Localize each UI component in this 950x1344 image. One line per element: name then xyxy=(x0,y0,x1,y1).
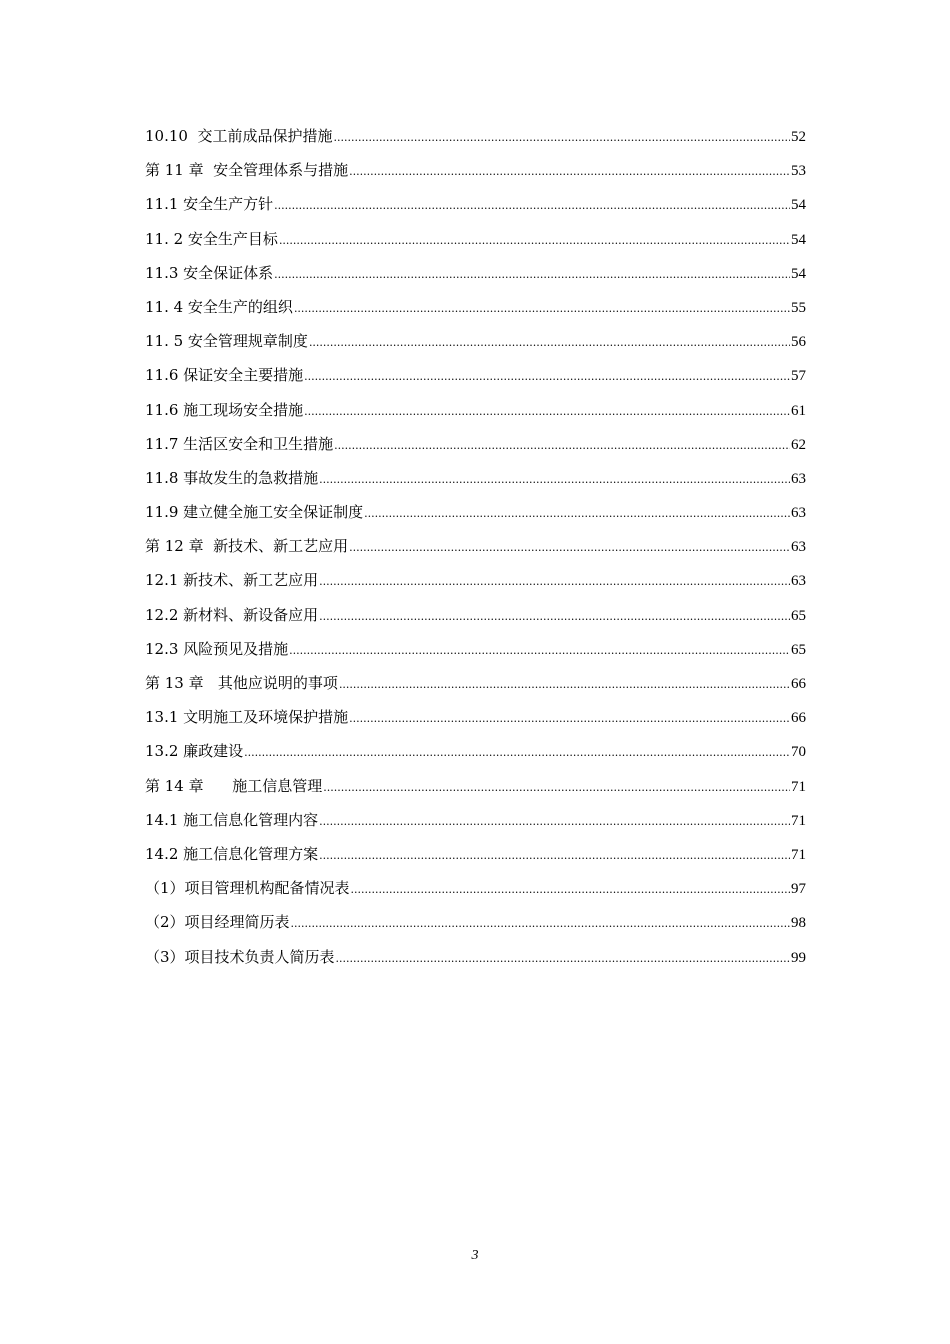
toc-leader-dots xyxy=(319,570,790,594)
toc-entry[interactable] xyxy=(145,534,806,568)
toc-entry-page: 61 xyxy=(791,402,806,419)
toc-entry-title: 12.2 新材料、新设备应用 xyxy=(145,605,319,624)
toc-entry-page: 53 xyxy=(791,163,806,180)
toc-entry-page: 66 xyxy=(791,710,806,727)
toc-entry-title: 13.2 廉政建设 xyxy=(145,742,244,761)
toc-entry-title: 第 14 章 施工信息管理 xyxy=(145,776,323,795)
table-of-contents xyxy=(145,124,806,979)
page-number: 3 xyxy=(471,1248,479,1263)
toc-entry[interactable] xyxy=(145,705,806,739)
toc-entry[interactable] xyxy=(145,363,806,397)
toc-entry-title: 10.10 交工前成品保护措施 xyxy=(145,127,333,145)
toc-entry[interactable] xyxy=(145,910,806,944)
toc-entry[interactable] xyxy=(145,603,806,637)
toc-entry-page: 71 xyxy=(791,812,806,829)
toc-entry-page: 54 xyxy=(791,197,806,214)
toc-entry-title: 11.6 施工现场安全措施 xyxy=(145,400,304,419)
toc-entry-page: 55 xyxy=(791,299,806,316)
toc-entry[interactable] xyxy=(145,945,806,979)
toc-entry-page: 63 xyxy=(791,470,806,487)
toc-leader-dots xyxy=(333,126,790,150)
toc-leader-dots xyxy=(323,776,790,800)
toc-entry-page: 54 xyxy=(791,265,806,282)
toc-entry-page: 56 xyxy=(791,334,806,351)
toc-entry-title: （1）项目管理机构配备情况表 xyxy=(145,879,350,898)
toc-leader-dots xyxy=(319,844,790,868)
toc-entry-title: 第 13 章 其他应说明的事项 xyxy=(145,674,338,692)
toc-leader-dots xyxy=(349,707,790,731)
toc-entry[interactable] xyxy=(145,808,806,842)
toc-entry[interactable] xyxy=(145,568,806,602)
toc-entry-page: 65 xyxy=(791,607,806,624)
toc-leader-dots xyxy=(304,365,790,389)
toc-entry[interactable] xyxy=(145,432,806,466)
toc-leader-dots xyxy=(349,160,790,184)
toc-leader-dots xyxy=(304,400,790,424)
toc-entry[interactable] xyxy=(145,192,806,226)
toc-entry-page: 98 xyxy=(791,915,806,932)
toc-entry[interactable] xyxy=(145,227,806,261)
toc-entry-title: 第 11 章 安全管理体系与措施 xyxy=(145,161,349,180)
toc-entry[interactable] xyxy=(145,124,806,158)
toc-leader-dots xyxy=(289,639,790,663)
toc-entry-page: 63 xyxy=(791,573,806,590)
toc-entry-title: 11. 2 安全生产目标 xyxy=(145,229,278,248)
toc-leader-dots xyxy=(274,263,790,287)
toc-entry[interactable] xyxy=(145,876,806,910)
toc-entry-title: 11.9 建立健全施工安全保证制度 xyxy=(145,503,364,522)
toc-entry[interactable] xyxy=(145,842,806,876)
toc-entry[interactable] xyxy=(145,158,806,192)
toc-entry-title: 14.2 施工信息化管理方案 xyxy=(145,844,319,863)
toc-leader-dots xyxy=(294,297,790,321)
toc-leader-dots xyxy=(349,536,790,560)
toc-leader-dots xyxy=(334,434,790,458)
toc-entry-page: 71 xyxy=(791,846,806,863)
toc-leader-dots xyxy=(244,741,790,765)
toc-entry-title: 12.3 风险预见及措施 xyxy=(145,639,289,658)
toc-entry-title: （3）项目技术负责人简历表 xyxy=(145,947,335,966)
toc-leader-dots xyxy=(274,194,790,218)
toc-entry-page: 63 xyxy=(791,539,806,556)
toc-entry-title: 11.3 安全保证体系 xyxy=(145,263,274,282)
toc-entry[interactable] xyxy=(145,774,806,808)
toc-entry[interactable] xyxy=(145,739,806,773)
toc-leader-dots xyxy=(319,605,790,629)
toc-entry-page: 71 xyxy=(791,778,806,795)
toc-entry-title: 11. 4 安全生产的组织 xyxy=(145,297,293,316)
toc-entry[interactable] xyxy=(145,329,806,363)
toc-entry-page: 62 xyxy=(791,436,806,453)
toc-entry-page: 57 xyxy=(791,368,806,385)
toc-entry[interactable] xyxy=(145,671,806,705)
toc-leader-dots xyxy=(319,468,790,492)
toc-entry-page: 97 xyxy=(791,881,806,898)
toc-entry-title: 11.1 安全生产方针 xyxy=(145,195,274,214)
toc-entry-title: 13.1 文明施工及环境保护措施 xyxy=(145,708,349,727)
toc-entry-title: 11.6 保证安全主要措施 xyxy=(145,366,304,385)
toc-leader-dots xyxy=(351,878,790,902)
toc-entry-page: 70 xyxy=(791,744,806,761)
toc-entry[interactable] xyxy=(145,466,806,500)
toc-entry-title: （2）项目经理简历表 xyxy=(145,913,290,932)
toc-entry-title: 14.1 施工信息化管理内容 xyxy=(145,810,319,829)
toc-entry[interactable] xyxy=(145,398,806,432)
toc-leader-dots xyxy=(339,673,790,697)
toc-entry-title: 第 12 章 新技术、新工艺应用 xyxy=(145,537,349,556)
toc-entry-title: 11.7 生活区安全和卫生措施 xyxy=(145,434,334,453)
toc-entry-page: 63 xyxy=(791,505,806,522)
toc-entry[interactable] xyxy=(145,500,806,534)
toc-leader-dots xyxy=(336,947,790,971)
toc-leader-dots xyxy=(364,502,790,526)
toc-entry-page: 66 xyxy=(791,676,806,692)
toc-entry-page: 99 xyxy=(791,949,806,966)
toc-entry-title: 11.8 事故发生的急救措施 xyxy=(145,468,319,487)
toc-entry-page: 54 xyxy=(791,231,806,248)
toc-leader-dots xyxy=(319,810,790,834)
toc-entry[interactable] xyxy=(145,261,806,295)
toc-leader-dots xyxy=(309,331,790,355)
toc-entry-page: 65 xyxy=(791,641,806,658)
toc-entry[interactable] xyxy=(145,637,806,671)
toc-entry-title: 11. 5 安全管理规章制度 xyxy=(145,332,308,351)
toc-entry-title: 12.1 新技术、新工艺应用 xyxy=(145,571,319,590)
toc-entry[interactable] xyxy=(145,295,806,329)
toc-leader-dots xyxy=(279,229,790,253)
toc-leader-dots xyxy=(291,912,790,936)
toc-entry-page: 52 xyxy=(791,129,806,145)
